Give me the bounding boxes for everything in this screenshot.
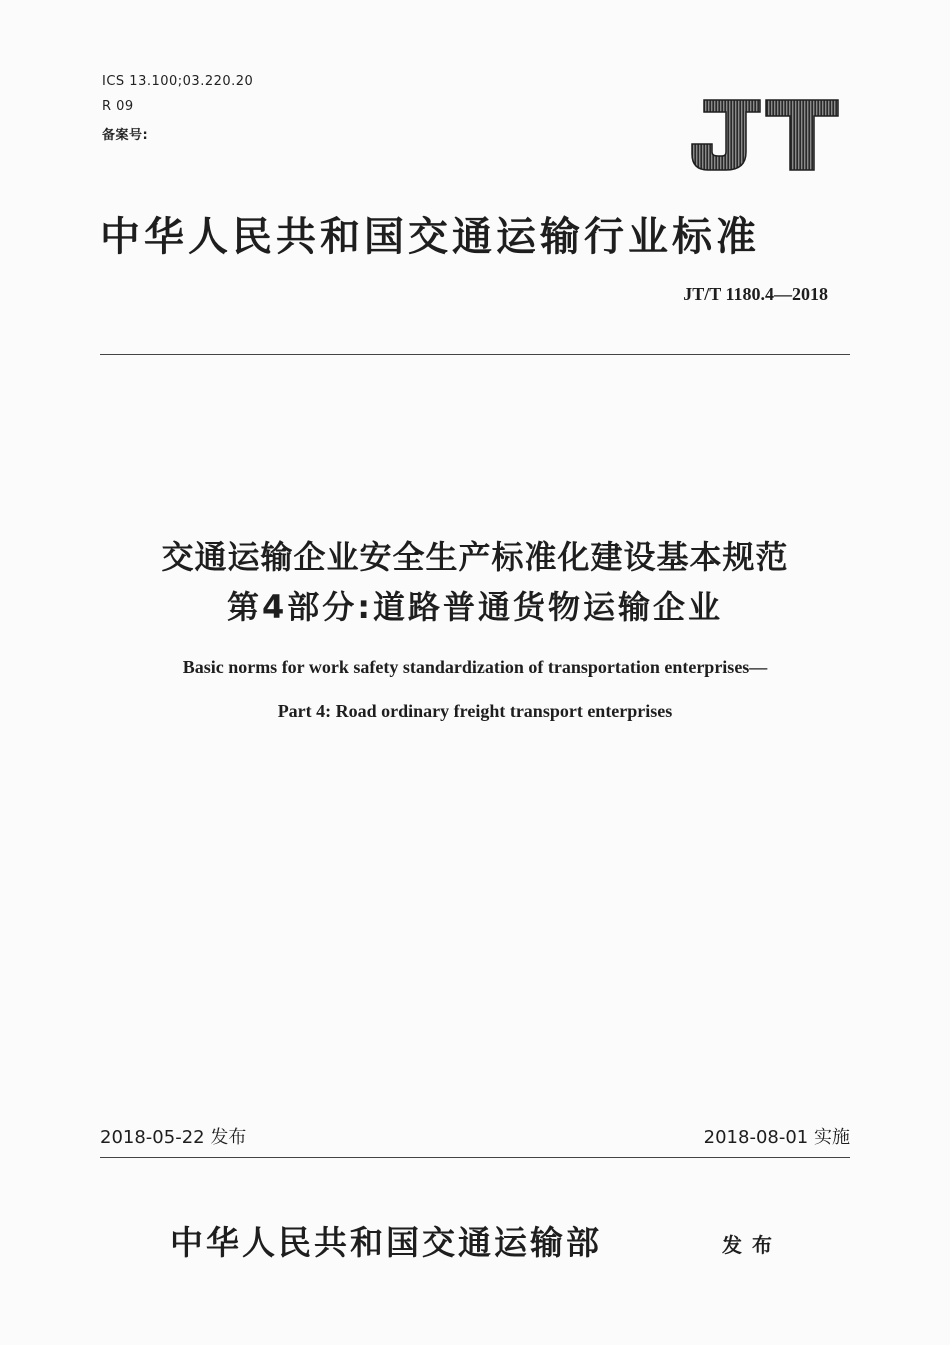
title-english-line-2: Part 4: Road ordinary freight transport enterprises — [277, 701, 673, 721]
implementation-date: 2018-08-01 实施 — [703, 1127, 850, 1148]
publish-action: 发布 — [722, 1233, 782, 1257]
bottom-divider — [100, 1157, 850, 1158]
publisher-name: 中华人民共和国交通运输部 — [170, 1223, 602, 1262]
jt-logo — [690, 98, 840, 172]
title-chinese-line-2: 第4部分:道路普通货物运输企业 — [226, 588, 724, 626]
top-divider — [100, 354, 850, 355]
logo-text: JT — [690, 98, 691, 99]
classification-code: R 09 — [102, 99, 134, 114]
ics-code: ICS 13.100;03.220.20 — [102, 74, 254, 89]
title-chinese-line-1: 交通运输企业安全生产标准化建设基本规范 — [161, 538, 789, 576]
issue-date: 2018-05-22 发布 — [100, 1127, 247, 1148]
standard-code: JT/T 1180.4—2018 — [683, 284, 828, 304]
title-english-line-1: Basic norms for work safety standardization of transportation enterprises— — [182, 657, 768, 677]
record-number-label: 备案号: — [102, 128, 149, 143]
organization-title: 中华人民共和国交通运输行业标准 — [100, 213, 760, 260]
